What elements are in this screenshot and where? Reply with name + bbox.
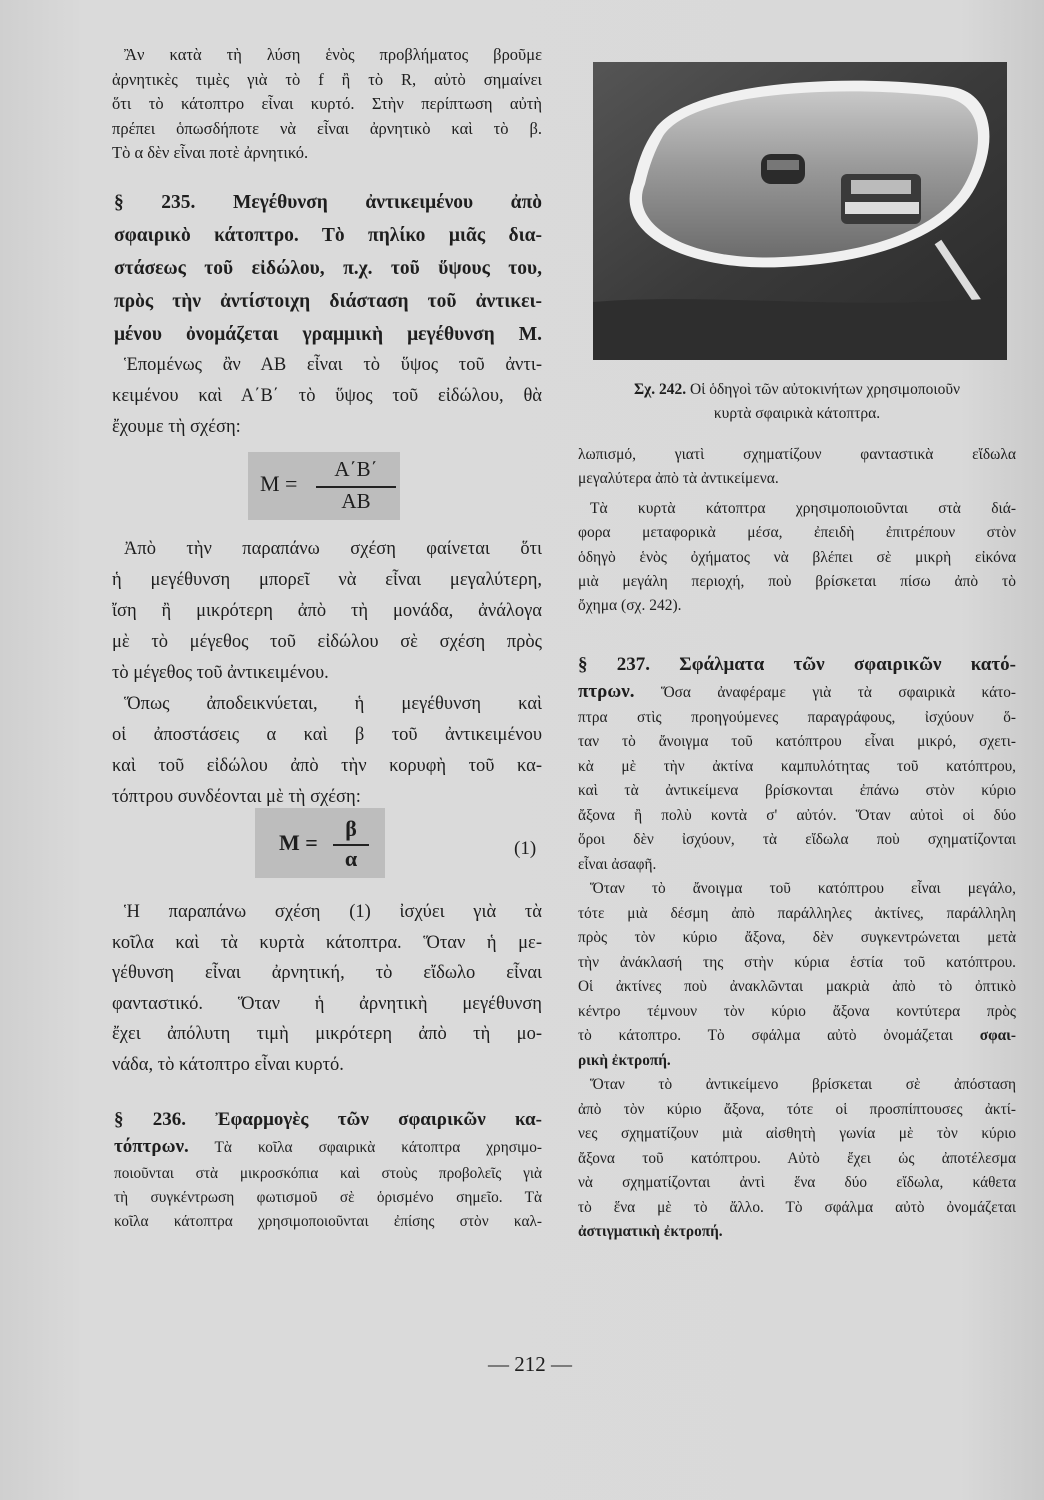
bold-text: ἀστιγματικὴ ἐκτροπή. <box>578 1223 723 1240</box>
text-line: νὰ σχηματίζονται ἀντὶ ἕνα δύο εἴδωλα, κάθετα <box>578 1174 1016 1191</box>
text-line: Ἡ παραπάνω σχέση (1) ἰσχύει γιὰ τὰ <box>124 902 542 922</box>
text-line: κοῖλα καὶ τὰ κυρτὰ κάτοπτρα. Ὅταν ἡ με- <box>112 932 542 953</box>
text-line: μὲ τὸ μέγεθος τοῦ εἰδώλου σὲ σχέση πρὸς <box>112 632 542 652</box>
text-segment: Τὰ κοῖλα σφαιρικὰ κάτοπτρα χρησιμο- <box>188 1139 542 1156</box>
text-line: ἡ μεγέθυνση μπορεῖ νὰ εἶναι μεγαλύτερη, <box>112 570 542 590</box>
text-line: μένου ὀνομάζεται γραμμικὴ μεγέθυνση Μ. <box>114 324 542 345</box>
text-line: κυρτὰ σφαιρικὰ κάτοπτρα. <box>713 405 881 422</box>
text-line: οἱ ἀποστάσεις α καὶ β τοῦ ἀντικειμένου <box>112 725 542 745</box>
text-segment: Οἱ ὁδηγοὶ τῶν αὐτοκινήτων χρησιμοποιοῦν <box>686 381 961 398</box>
intro-paragraph <box>112 43 542 166</box>
bold-text: τόπτρων. <box>114 1136 189 1157</box>
text-line: πτρα στὶς προηγούμενες παραγράφους, ἰσχύουν ὅ- <box>578 708 1016 726</box>
text-line: ἔχει ἀπόλυτη τιμὴ μικρότερη ἀπὸ τὴ μο- <box>112 1024 542 1044</box>
figure-caption <box>578 378 1016 426</box>
text-line: Ὅπως ἀποδεικνύεται, ἡ μεγέθυνση καὶ <box>124 694 542 714</box>
text-line: ἀπὸ τὸν κύριο ἄξονα, τότε οἱ προσπίπτουσες ἀκτί- <box>578 1100 1016 1118</box>
text-line: σφαιρικὸ κάτοπτρο. Τὸ πηλίκο μιᾶς δια- <box>114 225 542 246</box>
formula-lhs: Μ = <box>279 830 318 855</box>
text-line <box>578 680 1016 706</box>
text-line <box>578 1049 1016 1074</box>
section-235-heading <box>114 186 542 351</box>
text-line: πρὸς τὴν ἀντίστοιχη διάσταση τοῦ ἀντικει- <box>114 291 542 312</box>
text-line: Τὰ κυρτὰ κάτοπτρα χρησιμοποιοῦνται στὰ διά- <box>590 500 1016 517</box>
text-line: Ἂν κατὰ τὴ λύση ἑνὸς προβλήματος βροῦμε <box>124 45 542 64</box>
above-relation-paragraph <box>112 897 542 1080</box>
fraction-bar <box>316 486 396 488</box>
text-line: Τὸ α δὲν εἶναι ποτὲ ἀρνητικό. <box>112 143 309 162</box>
section-236-heading <box>114 1106 542 1161</box>
formula-denominator: α <box>344 846 358 871</box>
text-line: κέντρο τέμνουν τὸν κύριο ἄξονα κοντύτερα πρὸς <box>578 1002 1016 1020</box>
page-number: — 212 — <box>488 1352 572 1376</box>
text-line: Ἑπομένως ἂν ΑΒ εἶναι τὸ ὕψος τοῦ ἀντι- <box>124 355 542 375</box>
formula-denominator: ΑΒ <box>341 489 371 513</box>
text-line: νες σχηματίζουν μιὰ αἰσθητὴ γωνία μὲ τὸν κύριο <box>578 1125 1016 1142</box>
bold-text: Σχ. 242. <box>633 381 687 398</box>
bold-text: § 237. Σφάλματα τῶν σφαιρικῶν κατό- <box>578 654 1016 675</box>
text-line: Ὅταν τὸ ἄνοιγμα τοῦ κατόπτρου εἶναι μεγάλο, <box>590 880 1016 897</box>
magnification-ab-formula <box>255 808 385 878</box>
formula-lhs: Μ = <box>260 471 298 496</box>
text-line: ταν τὸ ἄνοιγμα τοῦ κατόπτρου εἶναι μικρό, σχετι- <box>578 733 1016 750</box>
text-line: μεγαλύτερα ἀπὸ τὰ ἀντικείμενα. <box>578 470 779 487</box>
text-line: ἴση ἢ μικρότερη ἀπὸ τὴ μονάδα, ἀνάλογα <box>112 601 542 621</box>
text-line: πρέπει ὁπωσδήποτε νὰ εἶναι ἀρνητικὸ καὶ τὸ β. <box>112 118 542 138</box>
formula-numerator: β <box>345 816 357 841</box>
section-237-heading <box>578 652 1016 678</box>
text-segment: τὸ κάτοπτρο. Τὸ σφάλμα αὐτὸ ὀνομάζεται <box>578 1027 980 1044</box>
text-line: τὴ συγκέντρωση φωτισμοῦ σὲ ὁρισμένο σημεῖο. Τὰ <box>114 1189 542 1206</box>
text-line <box>578 1024 1016 1049</box>
text-line <box>578 378 1016 402</box>
text-line: ὄχημα (σχ. 242). <box>578 597 682 615</box>
text-line <box>578 652 1016 678</box>
text-line: νάδα, τὸ κάτοπτρο εἶναι κυρτό. <box>112 1054 344 1075</box>
text-line: πρὸς τὸν κύριο ἄξονα, δὲν συγκεντρώνεται μετὰ <box>578 929 1016 946</box>
text-line: ἀρνητικὲς τιμὲς γιὰ τὸ f ἢ τὸ R, αὐτὸ σημαίνει <box>112 69 542 89</box>
section-236-body <box>114 1162 542 1234</box>
text-line: § 235. Μεγέθυνση ἀντικειμένου ἀπὸ <box>114 192 542 213</box>
bold-text: ρικὴ ἐκτροπή. <box>578 1051 671 1069</box>
bold-text: § 236. Ἐφαρμογὲς τῶν σφαιρικῶν κα- <box>114 1109 542 1130</box>
text-line: κοῖλα κάτοπτρα χρησιμοποιοῦνται ἐπίσης στὸν καλ- <box>114 1213 542 1230</box>
continued-paragraph <box>578 443 1016 491</box>
text-line: λωπισμό, γιατὶ σχηματίζουν φανταστικὰ εἴδωλα <box>578 446 1016 463</box>
text-line: φανταστικό. Ὅταν ἡ ἀρνητικὴ μεγέθυνση <box>112 993 542 1014</box>
text-line: ποιοῦνται στὰ μικροσκόπια καὶ στοὺς προβολεῖς γιὰ <box>114 1165 542 1182</box>
text-line: τὸ ἕνα μὲ τὸ ἄλλο. Τὸ σφάλμα αὐτὸ ὀνομάζεται <box>578 1198 1016 1216</box>
text-line: Οἱ ἀκτίνες ποὺ ἀνακλῶνται μακριὰ ἀπὸ τὸ ὀπτικὸ <box>578 978 1016 995</box>
text-line: ἄξονα ἢ πολὺ κοντὰ σ' αὐτόν. Ὅταν αὐτοὶ οἱ δύο <box>578 806 1016 824</box>
bold-text: σφαι- <box>979 1027 1016 1044</box>
text-line: ἄξονα τοῦ κατόπτρου. Αὐτὸ ἔχει ὡς ἀποτέλεσμα <box>578 1149 1016 1167</box>
magnification-formula <box>248 452 400 520</box>
text-line: καὶ τοῦ εἰδώλου ἀπὸ τὴν κορυφὴ τοῦ κα- <box>112 756 542 776</box>
therefore-paragraph <box>112 350 542 443</box>
text-line <box>114 1106 542 1133</box>
text-line: ὁδηγὸ ἑνὸς ὀχήματος νὰ βλέπει σὲ μικρὴ εἰκόνα <box>578 548 1016 566</box>
text-line: τότε μιὰ δέσμη ἀπὸ παράλληλες ἀκτίνες, παράλληλη <box>578 904 1016 922</box>
text-line: εἶναι ἀσαφῆ. <box>578 855 657 873</box>
text-line: Ἀπὸ τὴν παραπάνω σχέση φαίνεται ὅτι <box>124 539 542 559</box>
text-line: τόπτρου συνδέονται μὲ τὴ σχέση: <box>112 787 361 807</box>
text-line: στάσεως τοῦ εἰδώλου, π.χ. τοῦ ὕψους του, <box>114 258 542 279</box>
text-line: καὶ τὰ ἀντικείμενα βρίσκονται ἐπάνω στὸν κύριο <box>578 782 1016 799</box>
text-line <box>114 1133 542 1161</box>
text-line: μιὰ μεγάλη περιοχή, ποὺ βρίσκεται πίσω ἀπὸ τὸ <box>578 572 1016 590</box>
convex-mirrors-paragraph <box>578 497 1016 618</box>
from-relation-paragraph <box>112 534 542 813</box>
text-line: φορα μεταφορικὰ μέσα, ἐπειδὴ ἐπιτρέπουν στὸν <box>578 524 1016 542</box>
text-line: γέθυνση εἶναι ἀρνητική, τὸ εἴδωλο εἶναι <box>112 963 542 983</box>
text-line: ὅτι τὸ κάτοπτρο εἶναι κυρτό. Στὴν περίπτωση αὐτὴ <box>112 94 542 113</box>
text-line: Ὅταν τὸ ἀντικείμενο βρίσκεται σὲ ἀπόσταση <box>590 1076 1016 1093</box>
text-line: κειμένου καὶ Α΄Β΄ τὸ ὕψος τοῦ εἰδώλου, θὰ <box>112 386 542 406</box>
text-line <box>578 1220 1016 1245</box>
equation-number: (1) <box>514 838 537 859</box>
car-mirror-photo <box>593 62 1007 360</box>
bold-text: πτρων. <box>578 681 635 702</box>
section-237-body <box>578 680 1016 1245</box>
text-line: ἔχουμε τὴ σχέση: <box>112 417 241 437</box>
formula-numerator: Α΄Β΄ <box>334 457 378 481</box>
text-segment: Ὅσα ἀναφέραμε γιὰ τὰ σφαιρικὰ κάτο- <box>634 684 1016 701</box>
text-line: κὰ μὲ τὴν ἀκτίνα καμπυλότητας τοῦ κατόπτρου, <box>578 757 1016 775</box>
text-line: τὴν ἀνάκλασή της στὴν κύρια ἑστία τοῦ κατόπτρου. <box>578 953 1016 971</box>
text-line: ὅροι δὲν ἰσχύουν, τὰ εἴδωλα ποὺ σχηματίζονται <box>578 831 1016 848</box>
text-line: τὸ μέγεθος τοῦ ἀντικειμένου. <box>112 663 329 683</box>
